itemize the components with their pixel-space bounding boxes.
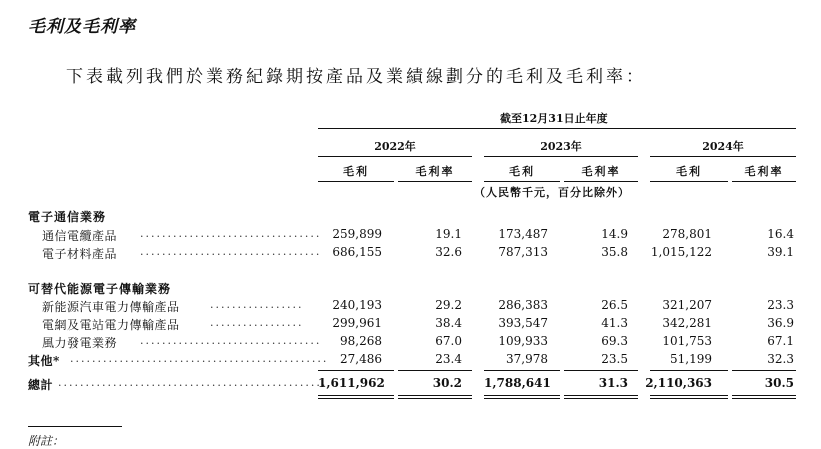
total-double-rule: [564, 395, 638, 396]
total-cell: 30.2: [432, 376, 462, 390]
table-cell: 1,015,122: [650, 245, 712, 259]
table-cell: 39.1: [767, 245, 794, 259]
year-underline-2022: [318, 156, 472, 157]
col-gross-profit-2022: 毛利: [343, 165, 369, 178]
total-top-rule: [484, 370, 560, 371]
col-underline: [484, 181, 560, 182]
table-cell: 321,207: [662, 298, 712, 312]
table-cell: 109,933: [498, 334, 548, 348]
total-double-rule: [732, 398, 796, 399]
table-cell: 19.1: [435, 227, 462, 241]
period-header: 截至12月31日止年度: [500, 112, 608, 125]
col-gross-profit-2024: 毛利: [676, 165, 702, 178]
table-cell: 27,486: [340, 352, 382, 366]
year-underline-2023: [484, 156, 638, 157]
total-double-rule: [650, 398, 728, 399]
total-top-rule: [732, 370, 796, 371]
row-label: 通信電纜產品: [42, 229, 118, 243]
table-cell: 259,899: [332, 227, 382, 241]
row-label-other: 其他*: [28, 354, 60, 368]
leader-dots: .................: [210, 298, 304, 311]
total-double-rule: [318, 398, 394, 399]
table-cell: 23.4: [435, 352, 462, 366]
total-double-rule: [318, 395, 394, 396]
table-cell: 36.9: [767, 316, 794, 330]
table-cell: 29.2: [435, 298, 462, 312]
table-cell: 38.4: [435, 316, 462, 330]
leader-dots: .................................: [140, 245, 322, 258]
row-label: 新能源汽車電力傳輸產品: [42, 300, 180, 314]
table-cell: 67.0: [435, 334, 462, 348]
col-margin-2023: 毛利率: [581, 165, 621, 178]
leader-dots: .................................: [140, 334, 322, 347]
table-cell: 23.3: [767, 298, 794, 312]
section-title: 電子通信業務: [28, 210, 107, 224]
col-margin-2022: 毛利率: [415, 165, 455, 178]
total-cell: 2,110,363: [645, 376, 712, 390]
table-cell: 14.9: [601, 227, 628, 241]
leader-dots: .................: [210, 316, 304, 329]
row-label: 風力發電業務: [42, 336, 118, 350]
table-cell: 37,978: [506, 352, 548, 366]
col-underline: [732, 181, 796, 182]
total-top-rule: [564, 370, 638, 371]
total-cell: 1,611,962: [318, 376, 385, 390]
col-underline: [398, 181, 472, 182]
table-cell: 26.5: [601, 298, 628, 312]
table-cell: 32.6: [435, 245, 462, 259]
total-double-rule: [398, 398, 472, 399]
intro-paragraph: 下表載列我們於業務紀錄期按產品及業績線劃分的毛利及毛利率：: [66, 67, 646, 87]
table-cell: 41.3: [601, 316, 628, 330]
section-title: 可替代能源電子傳輸業務: [28, 282, 172, 296]
year-header-2023: 2023年: [540, 140, 582, 153]
col-underline: [564, 181, 638, 182]
total-cell: 30.5: [764, 376, 794, 390]
period-underline: [318, 128, 796, 129]
table-cell: 686,155: [332, 245, 382, 259]
total-top-rule: [650, 370, 728, 371]
table-cell: 393,547: [498, 316, 548, 330]
section-heading: 毛利及毛利率: [28, 17, 136, 37]
table-cell: 299,961: [332, 316, 382, 330]
total-double-rule: [564, 398, 638, 399]
table-cell: 98,268: [340, 334, 382, 348]
col-underline: [650, 181, 728, 182]
table-cell: 16.4: [767, 227, 794, 241]
footnote-label: 附註：: [28, 434, 65, 448]
total-double-rule: [484, 395, 560, 396]
table-cell: 278,801: [662, 227, 712, 241]
footnote-rule: [28, 426, 122, 427]
table-cell: 240,193: [332, 298, 382, 312]
leader-dots: .................................................: [58, 376, 328, 389]
leader-dots: ...............................................: [70, 352, 329, 365]
total-top-rule: [318, 370, 394, 371]
year-underline-2024: [650, 156, 796, 157]
row-label: 電網及電站電力傳輸產品: [42, 318, 180, 332]
table-cell: 23.5: [601, 352, 628, 366]
total-top-rule: [398, 370, 472, 371]
total-cell: 31.3: [598, 376, 628, 390]
table-cell: 342,281: [662, 316, 712, 330]
col-gross-profit-2023: 毛利: [509, 165, 535, 178]
col-underline: [318, 181, 394, 182]
unit-note: （人民幣千元，百分比除外）: [474, 186, 630, 199]
table-cell: 51,199: [670, 352, 712, 366]
table-cell: 101,753: [662, 334, 712, 348]
total-double-rule: [650, 395, 728, 396]
total-double-rule: [398, 395, 472, 396]
table-cell: 286,383: [498, 298, 548, 312]
total-double-rule: [484, 398, 560, 399]
table-cell: 35.8: [601, 245, 628, 259]
table-cell: 787,313: [498, 245, 548, 259]
table-cell: 173,487: [498, 227, 548, 241]
leader-dots: .................................: [140, 227, 322, 240]
year-header-2022: 2022年: [374, 140, 416, 153]
row-label: 電子材料產品: [42, 247, 118, 261]
table-cell: 67.1: [767, 334, 794, 348]
col-margin-2024: 毛利率: [744, 165, 784, 178]
row-label-total: 總計: [28, 378, 54, 392]
table-cell: 32.3: [767, 352, 794, 366]
table-cell: 69.3: [601, 334, 628, 348]
total-double-rule: [732, 395, 796, 396]
year-header-2024: 2024年: [702, 140, 744, 153]
total-cell: 1,788,641: [484, 376, 551, 390]
